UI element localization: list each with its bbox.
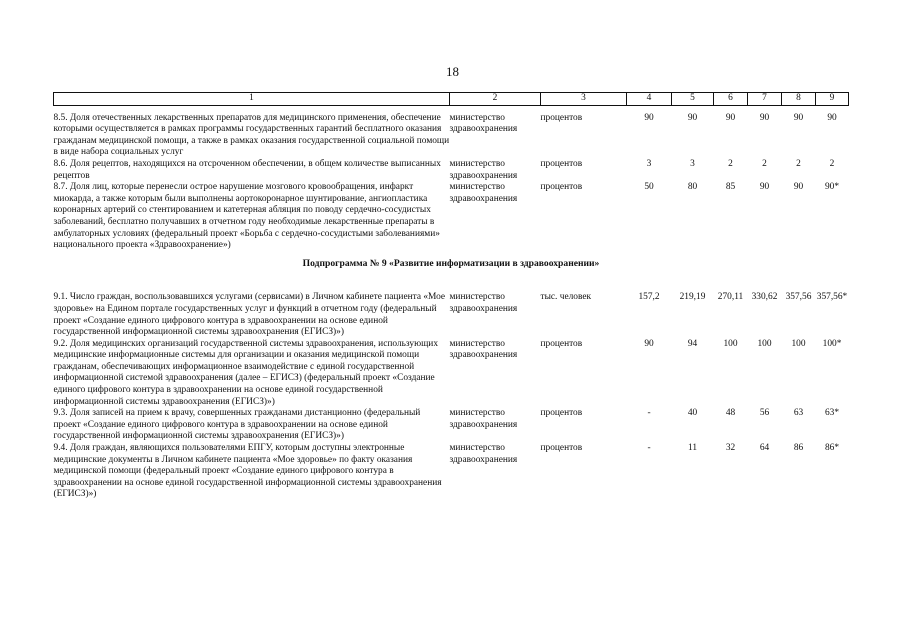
responsible-ministry: министерство здравоохранения [449,158,518,181]
column-header: 3 [541,93,627,106]
value-cell: 270,11 [717,292,744,303]
value-cell: 219,19 [679,292,706,303]
unit-of-measure: процентов [540,182,583,193]
column-header: 6 [714,93,748,106]
value-cell: 90 [687,112,698,123]
value-cell: 330,62 [751,292,778,303]
value-cell: 90 [644,112,654,123]
indicators-table [53,92,849,501]
column-header: 2 [450,93,541,106]
column-header: 8 [782,93,816,106]
value-cell: 90 [793,112,804,123]
value-cell: 2 [796,158,801,169]
value-cell: 80 [687,182,698,193]
value-cell: 86* [824,443,840,454]
table-row [54,159,849,182]
value-cell: 56 [759,408,770,419]
value-cell: 48 [725,408,736,419]
indicator-text: 8.6. Доля рецептов, находящихся на отсроченном обеспечении, в общем количестве выписанных рецептов [53,158,441,181]
value-cell: 2 [728,158,733,169]
value-cell: 64 [759,443,770,454]
value-cell: - [647,408,651,419]
unit-of-measure: тыс. человек [540,292,592,303]
table-row [54,182,849,252]
value-cell: 3 [690,158,695,169]
value-cell: 357,56* [816,292,848,303]
value-cell: 32 [725,443,736,454]
column-header: 9 [816,93,849,106]
indicator-text: 9.2. Доля медицинских организаций государственной системы здравоохранения, использующих медицинские информационные системы для организации и оказания медицинской помощи гражданам, обеспечивающих информационное взаимодействие с единой государственной информационной системой здравоохранения (далее – ЕГИСЗ) (федеральный проект «Создание единого цифрового контура в здравоохранении на основе единой государственной информационной системы здравоохранения (ЕГИСЗ)») [53,338,439,407]
spacer-row [54,105,849,113]
value-cell: 90 [725,112,736,123]
value-cell: 90 [759,182,770,193]
value-cell: 100 [723,338,738,349]
value-cell: 100 [791,338,806,349]
value-cell: 63* [824,408,840,419]
table-header-row [54,93,849,106]
responsible-ministry: министерство здравоохранения [449,292,518,314]
value-cell: 85 [725,182,736,193]
value-cell: 100* [822,338,842,349]
column-header: 7 [748,93,782,106]
responsible-ministry: министерство здравоохранения [449,338,518,361]
indicator-text: 8.5. Доля отечественных лекарственных препаратов для медицинского применения, обеспечение которыми осуществляется в рамках программы государственных гарантий бесплатного оказания гражданам медицинской помощи, а также в рамках оказания государственной социальной помощи в виде набора социальных услуг [53,112,450,158]
value-cell: 90 [827,112,837,123]
value-cell: 11 [687,443,698,454]
section-row [54,252,849,293]
value-cell: 157,2 [638,292,660,303]
value-cell: 50 [644,182,654,193]
value-cell: 94 [687,338,698,349]
value-cell: 90 [759,112,770,123]
value-cell: 63 [793,408,804,419]
unit-of-measure: процентов [540,443,583,454]
value-cell: 90* [824,182,840,193]
value-cell: 3 [646,158,652,169]
page-number: 18 [446,64,459,79]
value-cell: - [647,443,651,454]
value-cell: 100 [757,338,772,349]
unit-of-measure: процентов [540,112,583,123]
value-cell: 2 [829,158,835,169]
value-cell: 90 [644,338,654,349]
responsible-ministry: министерство здравоохранения [449,112,518,135]
responsible-ministry: министерство здравоохранения [449,443,518,465]
column-header: 1 [54,93,450,106]
value-cell: 40 [687,408,698,419]
table-row [54,292,849,338]
section-title: Подпрограмма № 9 «Развитие информатизации в здравоохранении» [302,257,600,269]
indicator-text: 9.4. Доля граждан, являющихся пользователями ЕПГУ, которым доступны электронные медицинские документы в Личном кабинете пациента «Мое здоровье» по факту оказания медицинской помощи (федеральный проект «Создание единого цифрового контура в здравоохранении на основе единой государственной информационной системы здравоохранения (ЕГИСЗ)») [53,443,442,500]
responsible-ministry: министерство здравоохранения [449,408,518,430]
column-header: 4 [627,93,672,106]
indicator-text: 9.1. Число граждан, воспользовавшихся услугами (сервисами) в Личном кабинете пациента «Мое здоровье» на Едином портале государственных услуг и функций в отчетном году (федеральный проект «Создание единого цифрового контура в здравоохранении на основе единой государственной информационной системы здравоохранения (ЕГИСЗ)») [53,292,446,338]
table-row [54,339,849,409]
table-row [54,408,849,443]
table-row [54,443,849,501]
indicator-text: 8.7. Доля лиц, которые перенесли острое нарушение мозгового кровообращения, инфаркт миокарда, а также которым были выполнены аортокоронарное шунтирование, ангиопластика коронарных артерий со стентированием и катетерная абляция по поводу сердечно-сосудистых заболеваний, бесплатно получавших в отчетном году необходимые лекарственные препараты в амбулаторных условиях (федеральный проект «Борьба с сердечно-сосудистыми заболеваниями» национального проекта «Здравоохранение») [53,182,440,251]
column-header: 5 [672,93,714,106]
unit-of-measure: процентов [540,408,583,419]
value-cell: 357,56 [785,292,812,303]
table-row [54,113,849,159]
value-cell: 86 [793,443,804,454]
indicator-text: 9.3. Доля записей на прием к врачу, совершенных гражданами дистанционно (федеральный проект «Создание единого цифрового контура в здравоохранении на основе единой государственной информационной системы здравоохранения (ЕГИСЗ)») [53,408,421,442]
unit-of-measure: процентов [540,158,583,169]
unit-of-measure: процентов [540,338,583,349]
value-cell: 2 [762,158,767,169]
responsible-ministry: министерство здравоохранения [449,182,518,204]
value-cell: 90 [793,182,804,193]
